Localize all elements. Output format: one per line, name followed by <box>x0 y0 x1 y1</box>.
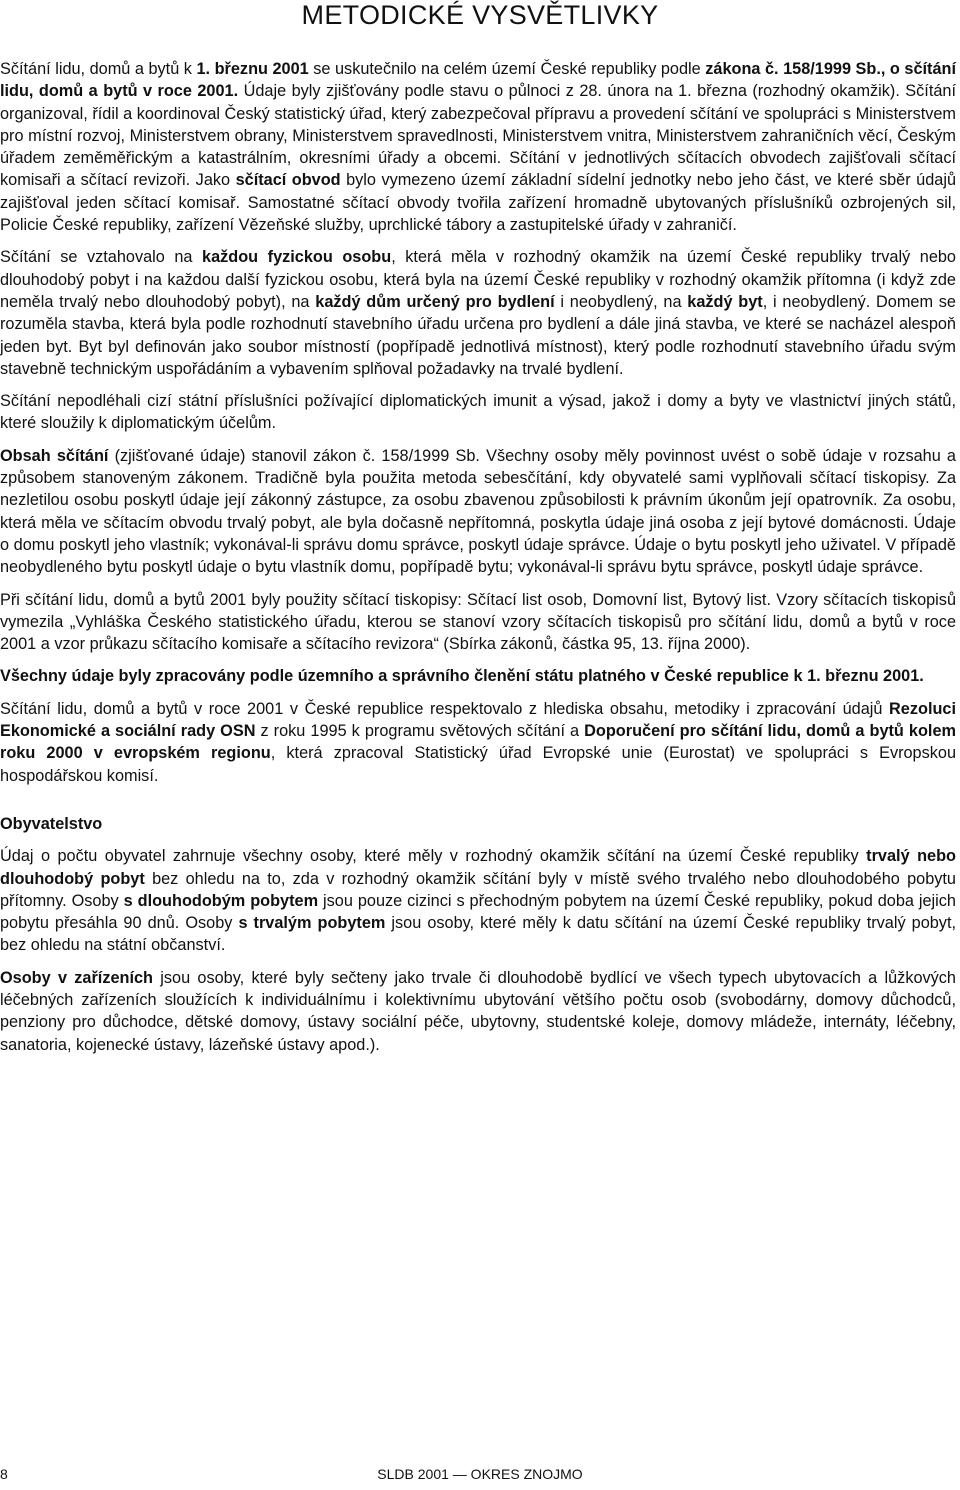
text-run: , i neobydlený. Domem se rozuměla stavba, která byla podle rozhodnutí stavebního úřadu určena pro bydlení a dále jiná stavba, ve které se nacházel alespoň jeden byt. Byt byl definován jako soubor místností (popřípadě jednotlivá místnost), který podle rozhodnutí stavebního úřadu svým stavebně technickým uspořádáním a vybavením splňoval požadavky na trvalé bydlení. <box>0 292 956 378</box>
bold-text: 1. březnu 2001 <box>196 60 309 78</box>
text-run: Při sčítání lidu, domů a bytů 2001 byly použity sčítací tiskopisy: Sčítací list osob, Domovní list, Bytový list. Vzory sčítacích tiskopisů vymezila „Vyhláška Českého statistického úřadu, kterou se stanoví vzory sčítacích tiskopisů pro sčítání lidu, domů a bytů v roce 2001 a vzor průkazu sčítacího komisaře a sčítacího revizora“ (Sbírka zákonů, částka 95, 13. října 2000). <box>0 590 956 654</box>
bold-text: Osoby v zařízeních <box>0 968 153 987</box>
bold-text: Doporučení pro sčítání lidu, domů a bytů kolem roku 2000 v evropském regionu <box>0 722 956 763</box>
page-title: METODICKÉ VYSVĚTLIVKY <box>301 0 659 30</box>
bold-text: zákona č. 158/1999 Sb., o sčítání lidu, domů a bytů v roce 2001. <box>0 60 956 101</box>
bold-text: trvalý nebo dlouhodobý pobyt <box>0 847 956 888</box>
paragraph <box>0 246 956 380</box>
page-number: 8 <box>0 1466 8 1482</box>
bold-text: každý dům určený pro bydlení <box>315 292 555 311</box>
paragraph <box>0 589 956 656</box>
text-run: Sčítání lidu, domů a bytů v roce 2001 v České republice respektovalo z hlediska obsahu, metodiky i zpracování údajů <box>0 699 890 718</box>
bold-text: Všechny údaje byly zpracovány podle územního a správního členění státu platného v České republice k 1. březnu 2001. <box>0 667 924 686</box>
paragraph <box>0 665 956 687</box>
section-heading <box>0 813 956 835</box>
text-run: Údaj o počtu obyvatel zahrnuje všechny osoby, které měly v rozhodný okamžik sčítání na území České republiky <box>0 847 867 866</box>
bold-text: každý byt <box>687 292 763 311</box>
bold-text: sčítací obvod <box>235 171 341 190</box>
paragraph <box>0 445 956 579</box>
text-run: se uskutečnilo na celém území České republiky podle <box>308 60 706 78</box>
text-run: Údaje byly zjišťovány podle stavu o půlnoci z 28. února na 1. března (rozhodný okamžik). Sčítání organizoval, řídil a koordinoval Český statistický úřad, který zabezpečoval přípravu a provedení sčítání ve spolupráci s Ministerstvem pro místní rozvoj, Ministerstvem obrany, Ministerstvem spravedlnosti, Ministerstvem vnitra, Ministerstvem zahraničních věcí, Českým úřadem zeměměřickým a katastrálním, okresními úřady a obcemi. Sčítání v jednotlivých sčítacích obvodech zajišťovali sčítací komisaři a sčítací revizoři. Jako <box>0 82 956 190</box>
paragraph <box>0 390 956 435</box>
text-run: Sčítání se vztahovalo na <box>0 248 203 267</box>
text-run: Sčítání lidu, domů a bytů k <box>0 60 197 78</box>
text-run: , která zpracoval Statistický úřad Evropské unie (Eurostat) ve spolupráci s Evropskou hospodářskou komisí. <box>0 744 957 785</box>
text-run: z roku 1995 k programu světových sčítání a <box>255 722 585 741</box>
document-body <box>0 58 956 1066</box>
bold-text: každou fyzickou osobu <box>202 248 392 267</box>
text-run: bylo vymezeno území základní sídelní jednotky nebo jeho část, ve které sběr údajů zajišťoval jeden sčítací komisař. Samostatné sčítací obvody tvořila zařízení hromadně ubytovaných příslušníků ozbrojených sil, Policie České republiky, zařízení Vězeňské služby, uprchlické tábory a zastupitelské úřady v zahraničí. <box>0 171 956 235</box>
text-run: jsou pouze cizinci s přechodným pobytem na území České republiky, pokud doba jejich pobytu přesáhla 90 dnů. Osoby <box>0 891 956 933</box>
paragraph <box>0 845 956 956</box>
text-run: (zjišťované údaje) stanovil zákon č. 158/1999 Sb. Všechny osoby měly povinnost uvést o sobě údaje v rozsahu a způsobem stanoveným zákonem. Tradičně byla použita metoda sebesčítání, kdy obyvatelé sami vyplňovali sčítací tiskopisy. Za nezletilou osobu poskytl údaje její zákonný zástupce, za osobu zbavenou způsobilosti k právním úkonům její opatrovník. Za osobu, která měla ve sčítacím obvodu trvalý pobyt, ale byla dočasně nepřítomná, poskytla údaje jiná osoba z její bytové domácnosti. Údaje o domu poskytl jeho vlastník; vykonával-li správu domu správce, poskytl údaje správce. Údaje o bytu poskytl jeho uživatel. V případě neobydleného bytu poskytl údaje o bytu vlastník domu, popřípadě bytu; vykonával-li správu bytu správce, poskytl údaje správce. <box>0 446 956 577</box>
bold-text: Rezoluci Ekonomické a sociální rady OSN <box>0 699 956 741</box>
text-run: bez ohledu na to, zda v rozhodný okamžik sčítání byly v místě svého trvalého nebo dlouhodobého pobytu přítomny. Osoby <box>0 869 956 910</box>
text-run: i neobydlený, na <box>554 292 688 311</box>
page-footer <box>0 1466 960 1486</box>
text-run: jsou osoby, které byly sečteny jako trvale či dlouhodobě bydlící ve všech typech ubytovacích a lůžkových léčebných zařízeních sloužících k individuálnímu i kolektivnímu ubytování většího počtu osob (svobodárny, domovy důchodců, penziony pro důchodce, dětské domovy, ústavy sociální péče, ubytovny, studentské koleje, domovy mládeže, internáty, léčebny, sanatoria, kojenecké ústavy, lázeňské ústavy apod.). <box>0 968 956 1054</box>
bold-text: s trvalým pobytem <box>238 914 386 933</box>
paragraph <box>0 698 956 787</box>
paragraph <box>0 967 956 1056</box>
document-label: SLDB 2001 — OKRES ZNOJMO <box>377 1466 583 1482</box>
text-run: Sčítání nepodléhali cizí státní příslušníci požívající diplomatických imunit a výsad, jakož i domy a byty ve vlastnictví jiných států, které sloužily k diplomatickým účelům. <box>0 392 956 433</box>
bold-text: Obsah sčítání <box>0 446 109 465</box>
bold-text: Obyvatelstvo <box>0 814 103 833</box>
text-run: jsou osoby, které měly k datu sčítání na území České republiky trvalý pobyt, bez ohledu na státní občanství. <box>0 914 956 955</box>
bold-text: s dlouhodobým pobytem <box>123 891 319 910</box>
paragraph <box>0 58 956 236</box>
text-run: , která měla v rozhodný okamžik na území České republiky trvalý nebo dlouhodobý pobyt i na každou další fyzickou osobu, která byla na území České republiky v rozhodný okamžik přítomna (i když zde neměla trvalý nebo dlouhodobý pobyt), na <box>0 248 956 311</box>
